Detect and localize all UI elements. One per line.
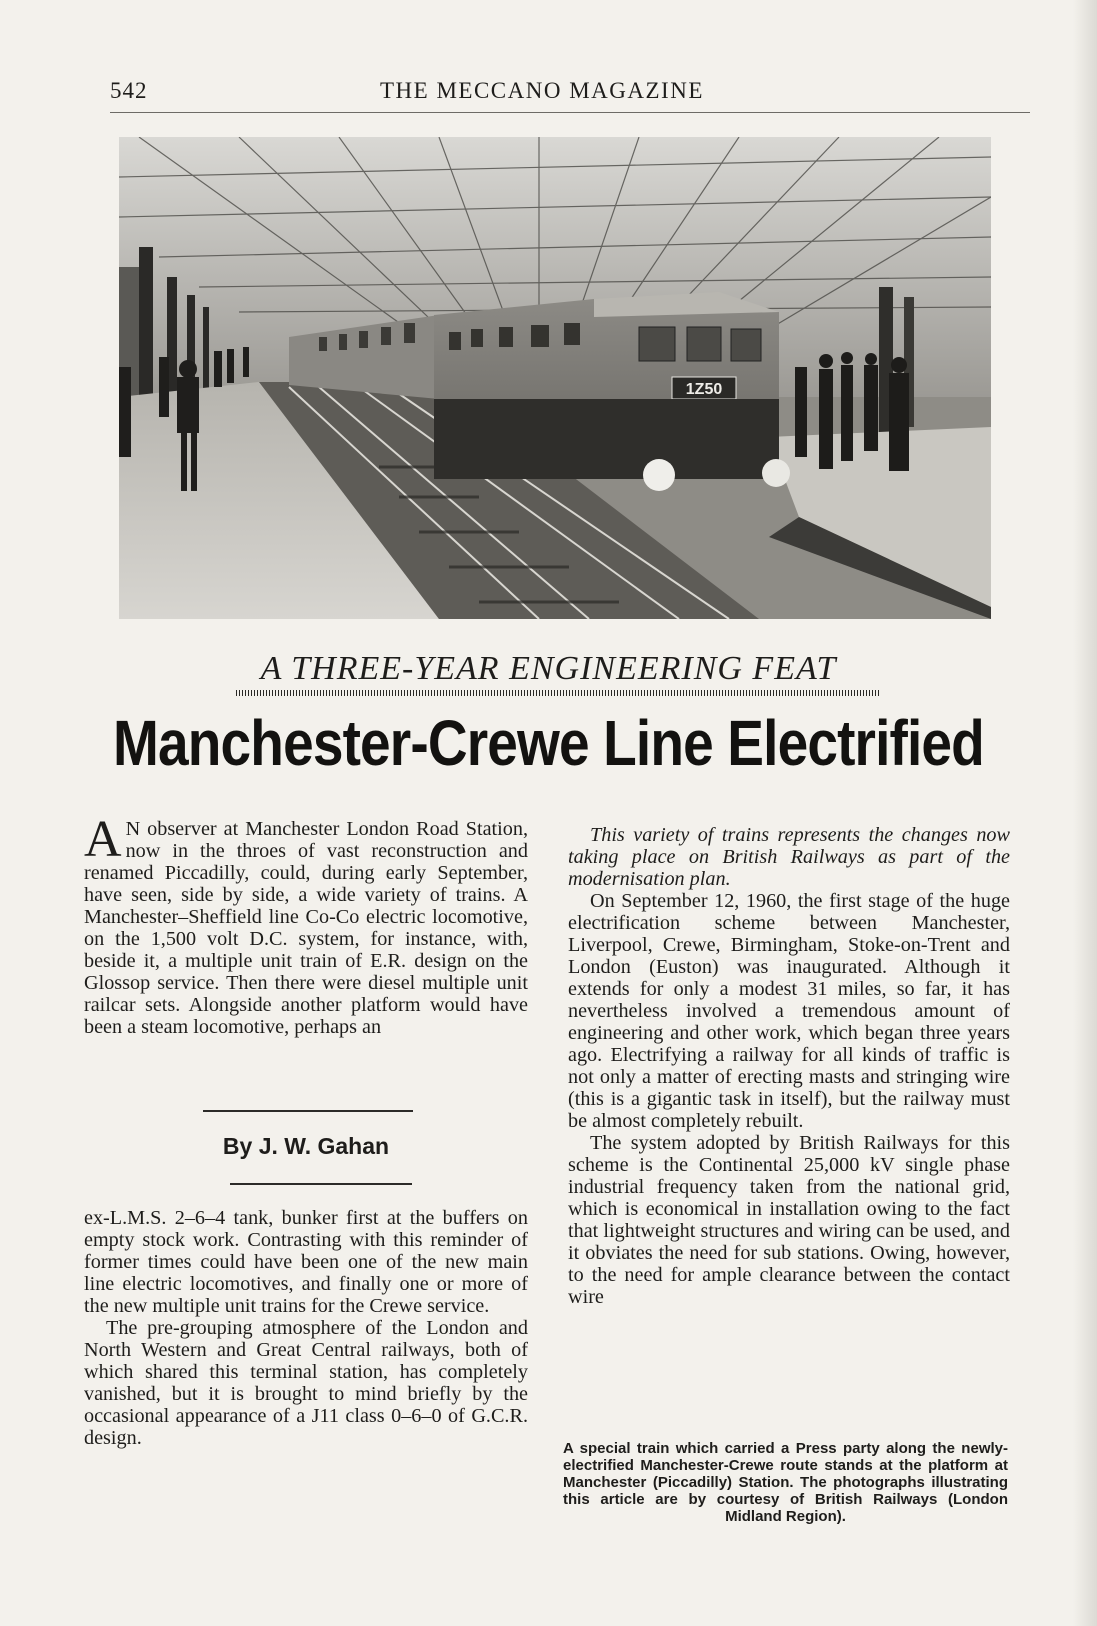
continued-paragraph: ex-L.M.S. 2–6–4 tank, bunker first at the buffers on empty stock work. Contrasting with this reminder of former times could have been one of the new main line electric locomotives, and finally one or more of the new multiple unit trains for the Crewe service. [84,1207,528,1317]
magazine-title: THE MECCANO MAGAZINE [380,78,704,103]
body-paragraph: The system adopted by British Railways for this scheme is the Continental 25,000 kV single phase industrial frequency taken from the national grid, which is economical in installation owing to the fact that lightweight structures and wiring can be used, and it obviates the need for sub stations. Owing, however, to the need for ample clearance between the contact wire [568,1132,1010,1308]
headcode-text: 1Z50 [685,381,723,398]
page-number: 542 [110,78,148,103]
byline-rule-top [203,1110,413,1112]
left-column-continued [84,1207,528,1449]
body-paragraph: The pre-grouping atmosphere of the London and North Western and Great Central railways, both of which shared this terminal station, has completely vanished, but it is brought to mind briefly by the occasional appearance of a J11 class 0–6–0 of G.C.R. design. [84,1317,528,1449]
left-column-lead [84,811,528,1038]
lead-paragraph [84,811,528,1038]
italic-paragraph: This variety of trains represents the changes now taking place on British Railways as part of the modernisation plan. [568,824,1010,890]
photo-caption: A special train which carried a Press party along the newly-electrified Manchester-Crewe route stands at the platform at Manchester (Piccadilly) Station. The photographs illustrating this article are by courtesy of British Railways (London Midland Region). [563,1440,1008,1525]
page-edge-shadow [1073,0,1097,1626]
page-header [110,78,990,110]
article-kicker: A THREE-YEAR ENGINEERING FEAT [260,650,837,687]
article-headline: Manchester-Crewe Line Electrified [113,707,984,779]
kicker-rule [236,690,881,696]
body-paragraph: On September 12, 1960, the first stage of the huge electrification scheme between Manchester, Liverpool, Crewe, Birmingham, Stoke-on-Trent and London (Euston) was inaugurated. Although it extends for only a modest 31 miles, so far, it has nevertheless involved a tremendous amount of engineering and other work, which began three years ago. Electrifying a railway for all kinds of traffic is not only a matter of erecting masts and stringing wire (this is a gigantic task in itself), but the railway must be almost completely rebuilt. [568,890,1010,1132]
station-photograph [119,137,991,619]
right-column [568,824,1010,1308]
drop-cap: A [84,811,122,868]
header-rule [110,112,1030,113]
byline: By J. W. Gahan [222,1133,390,1159]
lead-text: N observer at Manchester London Road Station, now in the throes of vast reconstruction and renamed Piccadilly, could, during early September, have seen, side by side, a wide variety of trains. A Manchester–Sheffield line Co-Co electric locomotive, on the 1,500 volt D.C. system, for instance, with, beside it, a multiple unit train of E.R. design on the Glossop service. Then there were diesel multiple unit railcar sets. Alongside another platform would have been a steam locomotive, perhaps an [84,818,528,1038]
byline-rule-bottom [230,1183,412,1185]
